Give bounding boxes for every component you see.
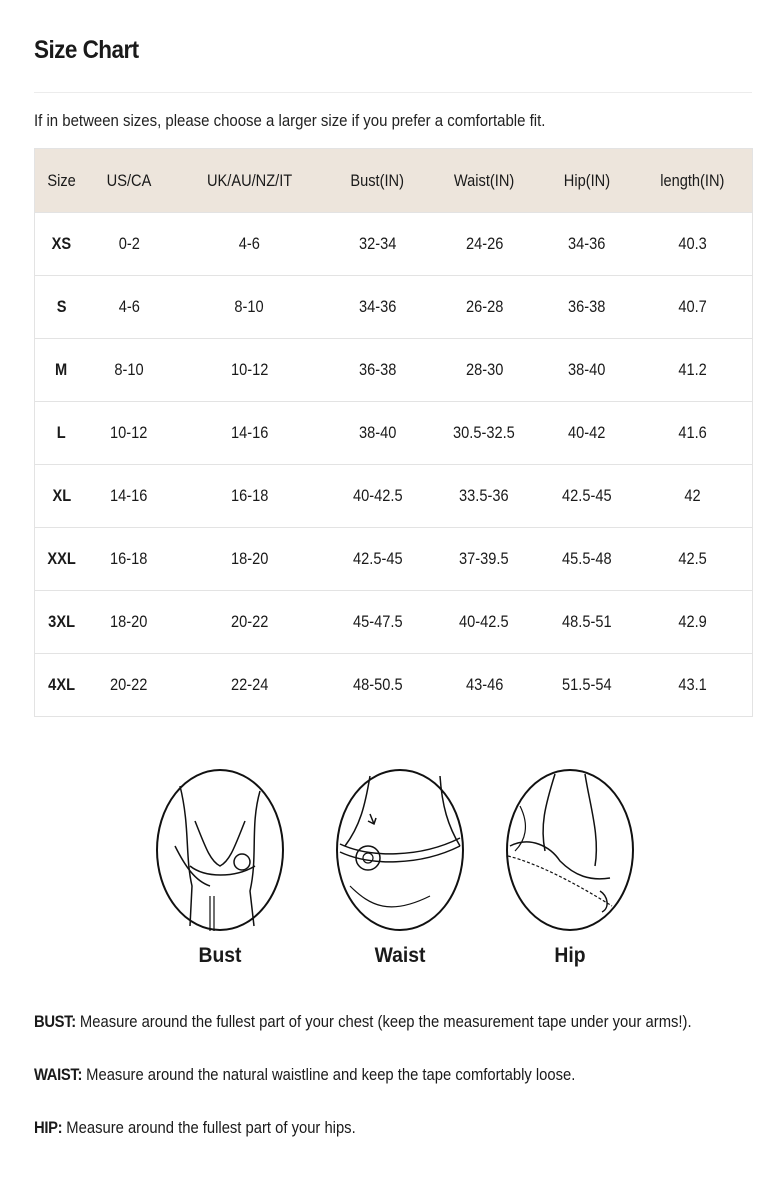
table-cell: 18-20 xyxy=(88,591,171,654)
bust-label: Bust xyxy=(198,944,242,967)
table-row xyxy=(35,591,753,654)
table-cell: 32-34 xyxy=(328,213,427,276)
table-cell: 45.5-48 xyxy=(541,528,633,591)
table-cell: 34-36 xyxy=(541,213,633,276)
header-size: Size xyxy=(35,149,88,213)
title-divider xyxy=(34,92,752,93)
size-cell: M xyxy=(35,339,88,402)
bust-instruction xyxy=(34,1012,692,1032)
measurement-figures xyxy=(150,766,640,986)
table-cell: 38-40 xyxy=(328,402,427,465)
table-cell: 22-24 xyxy=(170,654,328,717)
hip-instruction xyxy=(34,1118,356,1138)
table-cell: 40-42 xyxy=(541,402,633,465)
table-cell: 4-6 xyxy=(88,276,171,339)
bust-illustration xyxy=(150,766,290,936)
table-cell: 40.3 xyxy=(633,213,752,276)
table-cell: 18-20 xyxy=(170,528,328,591)
table-cell: 45-47.5 xyxy=(328,591,427,654)
header-us-ca: US/CA xyxy=(88,149,171,213)
table-cell: 42.9 xyxy=(633,591,752,654)
table-cell: 48-50.5 xyxy=(328,654,427,717)
table-cell: 14-16 xyxy=(170,402,328,465)
header-waist: Waist(IN) xyxy=(427,149,541,213)
table-cell: 43.1 xyxy=(633,654,752,717)
header-hip: Hip(IN) xyxy=(541,149,633,213)
waist-figure xyxy=(330,766,470,968)
table-cell: 42.5-45 xyxy=(541,465,633,528)
hip-figure xyxy=(500,766,640,968)
table-cell: 20-22 xyxy=(88,654,171,717)
table-cell: 36-38 xyxy=(328,339,427,402)
waist-label: Waist xyxy=(374,944,426,967)
hip-term: HIP: xyxy=(34,1118,63,1137)
table-cell: 10-12 xyxy=(88,402,171,465)
size-cell: 4XL xyxy=(35,654,88,717)
table-cell: 33.5-36 xyxy=(427,465,541,528)
table-cell: 41.2 xyxy=(633,339,752,402)
table-cell: 24-26 xyxy=(427,213,541,276)
table-cell: 0-2 xyxy=(88,213,171,276)
table-cell: 10-12 xyxy=(170,339,328,402)
table-cell: 8-10 xyxy=(170,276,328,339)
table-row xyxy=(35,654,753,717)
table-cell: 28-30 xyxy=(427,339,541,402)
hip-text: Measure around the fullest part of your hips. xyxy=(62,1118,356,1137)
hip-label: Hip xyxy=(554,944,586,967)
waist-term: WAIST: xyxy=(34,1065,83,1084)
table-cell: 16-18 xyxy=(88,528,171,591)
bust-figure xyxy=(150,766,290,968)
table-cell: 37-39.5 xyxy=(427,528,541,591)
size-cell: XXL xyxy=(35,528,88,591)
size-cell: 3XL xyxy=(35,591,88,654)
waist-illustration xyxy=(330,766,470,936)
table-cell: 38-40 xyxy=(541,339,633,402)
size-table xyxy=(34,148,753,717)
table-cell: 30.5-32.5 xyxy=(427,402,541,465)
table-cell: 26-28 xyxy=(427,276,541,339)
table-cell: 43-46 xyxy=(427,654,541,717)
table-cell: 40-42.5 xyxy=(427,591,541,654)
table-row xyxy=(35,213,753,276)
header-uk-au-nz-it: UK/AU/NZ/IT xyxy=(170,149,328,213)
table-cell: 40-42.5 xyxy=(328,465,427,528)
waist-instruction xyxy=(34,1065,575,1085)
table-cell: 42 xyxy=(633,465,752,528)
table-row xyxy=(35,528,753,591)
table-cell: 4-6 xyxy=(170,213,328,276)
table-cell: 34-36 xyxy=(328,276,427,339)
hip-illustration xyxy=(500,766,640,936)
table-cell: 8-10 xyxy=(88,339,171,402)
table-cell: 42.5 xyxy=(633,528,752,591)
table-cell: 40.7 xyxy=(633,276,752,339)
table-cell: 51.5-54 xyxy=(541,654,633,717)
table-cell: 48.5-51 xyxy=(541,591,633,654)
table-row xyxy=(35,402,753,465)
header-bust: Bust(IN) xyxy=(328,149,427,213)
waist-text: Measure around the natural waistline and keep the tape comfortably loose. xyxy=(82,1065,576,1084)
size-cell: XS xyxy=(35,213,88,276)
bust-text: Measure around the fullest part of your chest (keep the measurement tape under your arms!). xyxy=(75,1012,692,1031)
header-length: length(IN) xyxy=(633,149,752,213)
table-row xyxy=(35,339,753,402)
table-cell: 20-22 xyxy=(170,591,328,654)
table-cell: 14-16 xyxy=(88,465,171,528)
table-cell: 16-18 xyxy=(170,465,328,528)
table-row xyxy=(35,465,753,528)
size-cell: S xyxy=(35,276,88,339)
table-cell: 42.5-45 xyxy=(328,528,427,591)
table-cell: 41.6 xyxy=(633,402,752,465)
size-cell: XL xyxy=(35,465,88,528)
table-cell: 36-38 xyxy=(541,276,633,339)
table-header-row xyxy=(35,149,753,213)
table-row xyxy=(35,276,753,339)
page-title: Size Chart xyxy=(34,36,139,64)
bust-term: BUST: xyxy=(34,1012,76,1031)
fit-note: If in between sizes, please choose a larger size if you prefer a comfortable fit. xyxy=(34,111,546,130)
size-cell: L xyxy=(35,402,88,465)
